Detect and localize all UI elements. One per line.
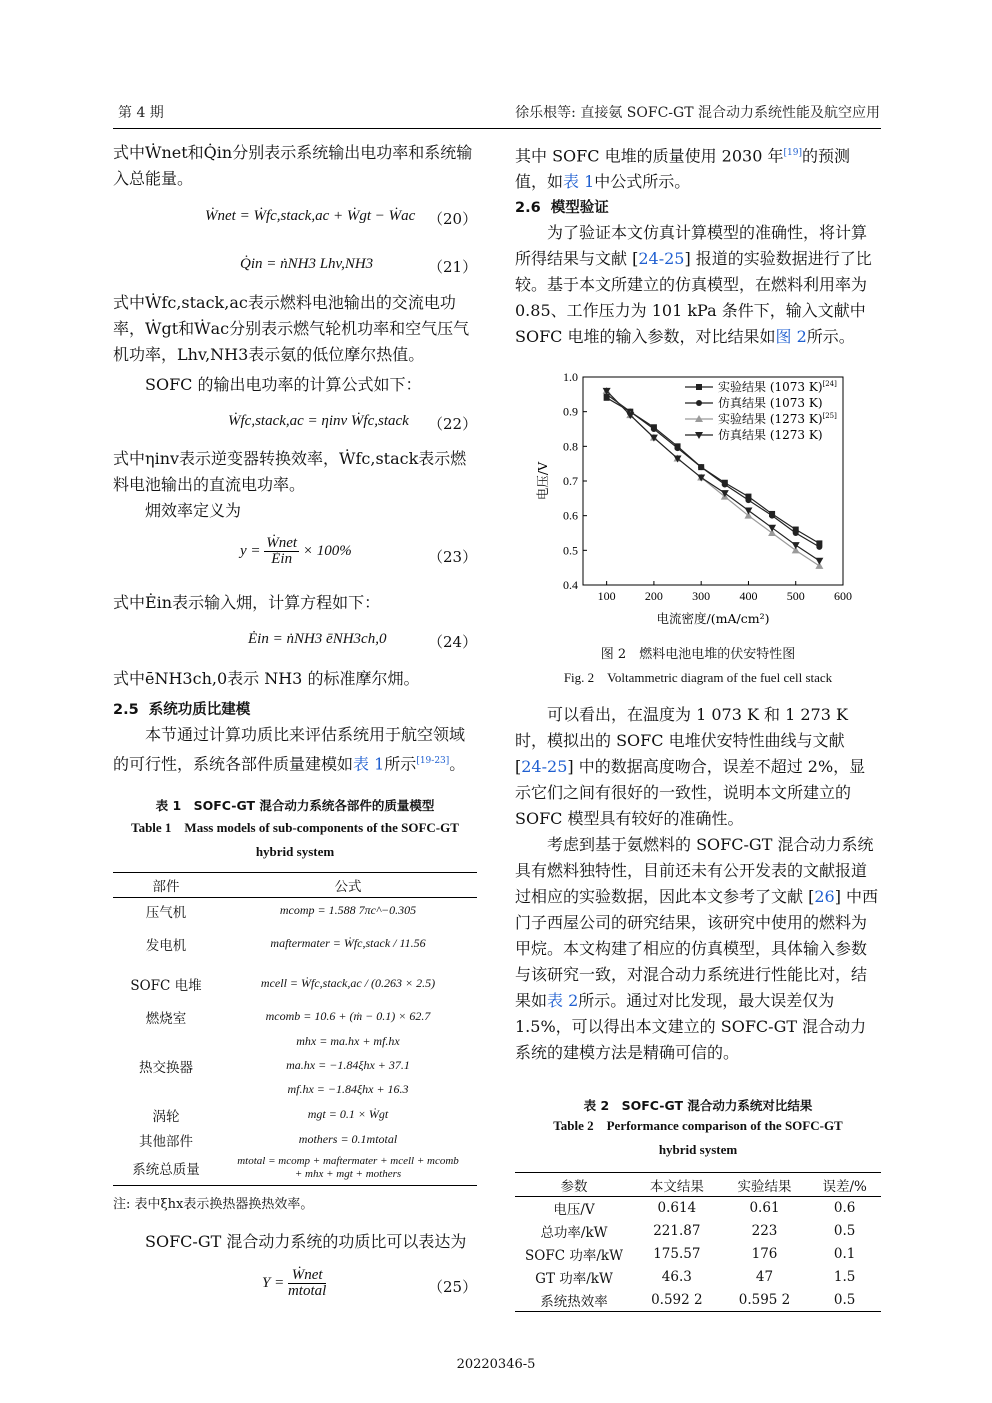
x-tick-label: 300 (692, 589, 711, 603)
equation-23: y = $\frac{\text{Ẇnet}}{\text{Ėin}}$ × 100% (240, 535, 352, 567)
y-tick-label: 0.8 (563, 439, 578, 454)
x-axis-label: 电流密度/(mA/cm²) (656, 611, 770, 626)
data-point (698, 464, 704, 470)
equation-25-number: （25） (428, 1278, 478, 1296)
citation-19[interactable]: [19] (783, 148, 802, 158)
right-paragraph-1: 其中 SOFC 电堆的质量使用 2030 年[19]的预测值，如表 1中公式所示。 (515, 146, 850, 192)
table-row: SOFC 功率/kW 175.57 176 0.1 (525, 1246, 856, 1264)
figure-2-caption-cn: 图 2 燃料电池电堆的伏安特性图 (600, 647, 796, 662)
citation-19-23[interactable]: [19-23] (416, 756, 450, 766)
equation-21-number: （21） (428, 258, 478, 276)
figure-2-caption-en: Fig. 2 Voltammetric diagram of the fuel cell stack (563, 670, 833, 685)
running-title: 徐乐根等: 直接氨 SOFC-GT 混合动力系统性能及航空应用 (515, 105, 880, 121)
y-tick-label: 0.6 (563, 508, 578, 523)
equation-22: Ẇfc,stack,ac = ηinv Ẇfc,stack (228, 413, 409, 429)
equation-24: Ėin = ṅNH3 ēNH3ch,0 (248, 631, 387, 647)
table-row: 电压/V 0.614 0.61 0.6 (553, 1200, 856, 1219)
left-paragraph-8: 本节通过计算功质比来评估系统用于航空领域的可行性，系统各部件质量建模如表 1所示[19-23]。 (113, 725, 466, 774)
x-tick-label: 100 (597, 589, 616, 603)
table-2 (515, 1172, 881, 1312)
left-paragraph-2: 式中Ẇfc,stack,ac表示燃料电池输出的交流电功率，Ẇgt和Ẇac分别表示燃气轮机功率和空气压气机功率，Lhv,NH3表示氨的低位摩尔热值。 (113, 293, 470, 364)
table-2-header: 实验结果 (721, 1173, 809, 1197)
y-tick-label: 0.5 (563, 543, 578, 558)
legend-label: 仿真结果 (1273 K) (718, 428, 823, 442)
data-point (696, 400, 702, 406)
legend-label: 仿真结果 (1073 K) (718, 396, 823, 410)
equation-20: Ẇnet = Ẇfc,stack,ac + Ẇgt − Ẇac (205, 208, 416, 224)
table-row: 发电机 maftermater = Ẇfc,stack / 11.56 (145, 936, 426, 954)
left-paragraph-7: 式中ēNH3ch,0表示 NH3 的标准摩尔㶲。 (113, 669, 420, 688)
equation-22-number: （22） (428, 415, 478, 433)
left-paragraph-5: 㶲效率定义为 (145, 501, 242, 520)
left-paragraph-6: 式中Ėin表示输入㶲，计算方程如下： (113, 593, 381, 612)
section-2-5-heading: 2.5 系统功质比建模 (113, 702, 251, 718)
data-point (675, 445, 681, 451)
y-tick-label: 0.9 (563, 404, 578, 419)
table-1-caption-cn: 表 1 SOFC-GT 混合动力系统各部件的质量模型 (155, 798, 435, 813)
y-tick-label: 0.4 (563, 578, 578, 592)
y-tick-label: 0.7 (563, 474, 578, 488)
table-2-header: 参数 (515, 1173, 633, 1197)
table-2-link[interactable]: 表 2 (547, 991, 579, 1010)
left-paragraph-3: SOFC 的输出电功率的计算公式如下： (145, 375, 422, 394)
table-1 (113, 872, 477, 1186)
table-row: mhx = ma.hx + mf.hx (296, 1034, 400, 1048)
table-2-caption-en: Table 2 Performance comparison of the SOFC-GT hybrid system (553, 1118, 843, 1157)
left-paragraph-4: 式中ηinv表示逆变器转换效率，Ẇfc,stack表示燃料电池输出的直流电功率。 (113, 449, 467, 494)
equation-20-number: （20） (428, 210, 478, 228)
table-row: 总功率/kW 221.87 223 0.5 (540, 1223, 856, 1241)
data-point (769, 513, 775, 519)
data-point (745, 497, 751, 503)
table-1-link[interactable]: 表 1 (353, 754, 385, 774)
x-tick-label: 400 (739, 589, 758, 603)
legend-label: 实验结果 (1073 K)[24] (718, 380, 837, 394)
x-tick-label: 500 (786, 589, 805, 603)
right-paragraph-2: 为了验证本文仿真计算模型的准确性，将计算所得结果与文献 [24-25] 报道的实验数据进行了比较。基于本文所建立的仿真模型，在燃料利用率为 0.85、工作压力为 101 kPa 条件下，输入文献中 SOFC 电堆的输入参数，对比结果如图 2所示。 (515, 223, 872, 346)
figure-2-link[interactable]: 图 2 (775, 327, 807, 346)
citation-24-25[interactable]: 24-25 (638, 249, 685, 268)
right-paragraph-3: 可以看出，在温度为 1 073 K 和 1 273 K 时，模拟出的 SOFC 电堆伏安特性曲线与文献 [24-25] 中的数据高度吻合，误差不超过 2%，显示它们之间有很好的一致性，说明本文所建立的 SOFC 模型具有较好的准确性。 (515, 705, 866, 828)
equation-21: Q̇in = ṅNH3 Lhv,NH3 (240, 256, 374, 272)
page-number: 20220346-5 (456, 1357, 536, 1372)
data-point (816, 544, 822, 550)
table-row: 系统热效率 0.592 2 0.595 2 0.5 (540, 1291, 856, 1310)
table-1-note: 注: 表中ξhx表示换热器换热效率。 (113, 1197, 314, 1212)
table-row: GT 功率/kW 46.3 47 1.5 (535, 1269, 856, 1287)
table-row: 燃烧室 mcomb = 10.6 + (ṁ − 0.1) × 62.7 (145, 1009, 431, 1027)
x-tick-label: 600 (834, 589, 852, 603)
table-row: 系统总质量 mtotal = mcomp + maftermater + mcell + mcomb + mhx + mgt + mothers (132, 1155, 459, 1181)
table-row: SOFC 电堆 mcell = Ẇfc,stack,ac / (0.263 × 2.5) (130, 976, 436, 994)
table-2-header: 误差/% (808, 1173, 881, 1197)
y-tick-label: 1.0 (563, 370, 578, 384)
data-point (651, 426, 657, 432)
section-2-6-heading: 2.6 模型验证 (515, 200, 609, 216)
table-1-link[interactable]: 表 1 (563, 172, 595, 192)
table-2-caption-cn: 表 2 SOFC-GT 混合动力系统对比结果 (583, 1098, 813, 1113)
table-2-header: 本文结果 (633, 1173, 721, 1197)
y-axis-label: 电压/V (535, 461, 550, 501)
data-point (722, 481, 728, 487)
issue-number: 第 4 期 (118, 105, 164, 121)
equation-23-number: （23） (428, 548, 478, 566)
table-1-header: 公式 (219, 873, 477, 898)
table-row: mf.hx = −1.84ξhx + 16.3 (287, 1082, 409, 1096)
table-row: 涡轮 mgt = 0.1 × Ẇgt (152, 1107, 389, 1125)
legend-label: 实验结果 (1273 K)[25] (718, 412, 837, 426)
table-1-caption-en: Table 1 Mass models of sub-components of the SOFC-GT hybrid system (131, 820, 459, 859)
voltammetric-chart (530, 362, 870, 634)
table-row: 热交换器 ma.hx = −1.84ξhx + 37.1 (139, 1058, 410, 1076)
right-paragraph-4: 考虑到基于氨燃料的 SOFC-GT 混合动力系统具有燃料独特性，目前还未有公开发表的文献报道过相应的实验数据，因此本文参考了文献 [26] 中西门子西屋公司的研究结果，该研究中使用的燃料为甲烷。本文构建了相应的仿真模型，具体输入参数与该研究一致，对混合动力系统进行性能比对，结果如表 2所示。通过对比发现，最大误差仅为 1.5%，可以得出本文建立的 SOFC-GT 混合动力系统的建模方法是精确可信的。 (515, 835, 879, 1062)
left-paragraph-9: SOFC-GT 混合动力系统的功质比可以表达为 (145, 1232, 467, 1251)
table-row: 其他部件 mothers = 0.1mtotal (139, 1132, 398, 1150)
data-point (696, 384, 702, 390)
equation-25: Y = $\frac{\text{Ẇnet}}{\text{mtotal}}$ (262, 1267, 327, 1299)
citation-24-25[interactable]: 24-25 (521, 757, 568, 776)
x-tick-label: 200 (644, 589, 663, 603)
left-paragraph-1: 式中Ẇnet和Q̇in分别表示系统输出电功率和系统输入总能量。 (113, 143, 473, 188)
citation-26[interactable]: 26 (814, 887, 835, 906)
data-point (793, 530, 799, 536)
table-row: 压气机 mcomp = 1.588 7πc^−0.305 (145, 903, 417, 921)
table-1-header: 部件 (113, 873, 219, 898)
header-rule (113, 128, 881, 129)
equation-24-number: （24） (428, 633, 478, 651)
